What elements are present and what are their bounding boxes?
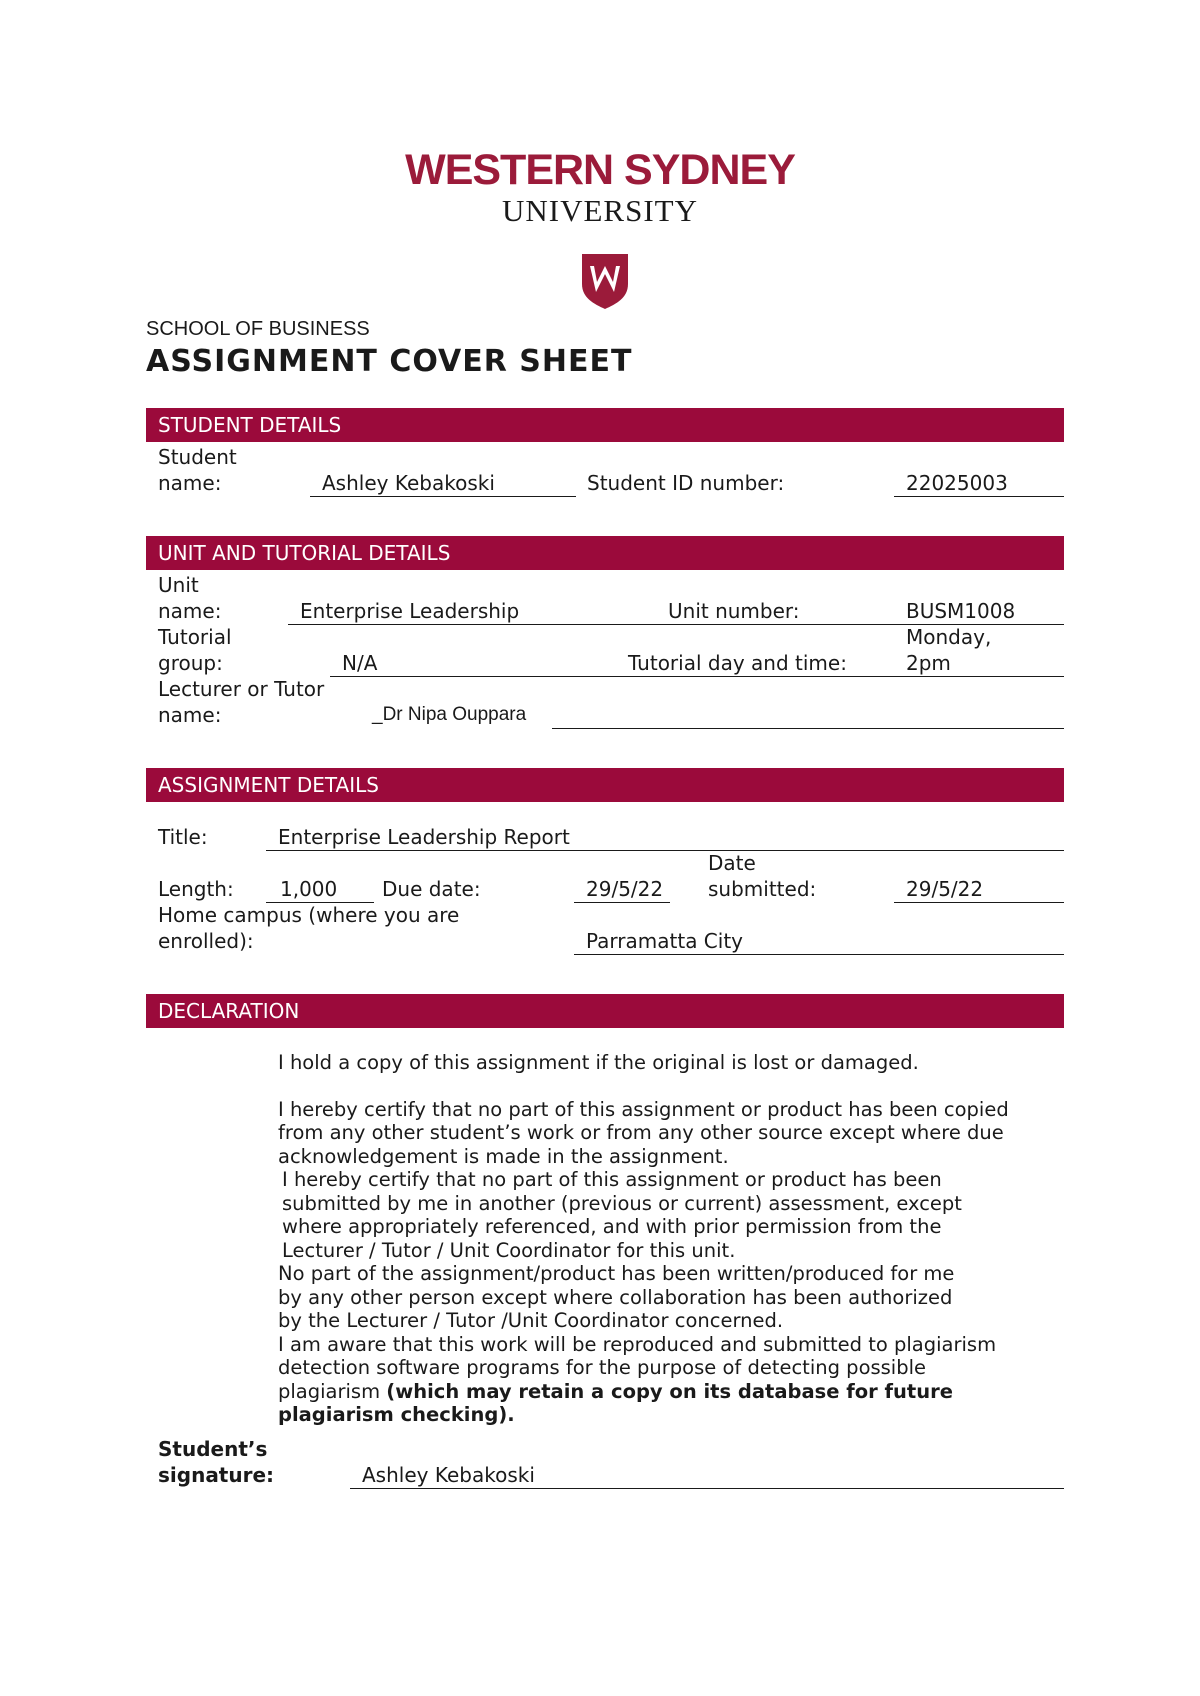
home-campus-value[interactable]: Parramatta City [586, 929, 744, 953]
unit-number-value[interactable]: BUSM1008 [906, 599, 1016, 623]
unit-name-label-line1: Unit [158, 573, 199, 597]
page-title: ASSIGNMENT COVER SHEET [146, 344, 633, 379]
home-campus-label-line1: Home campus (where you are [158, 903, 460, 927]
tutorial-daytime-value-line1[interactable]: Monday, [906, 625, 992, 649]
declaration-p4-line3: by the Lecturer / Tutor /Unit Coordinator concerned. [278, 1309, 784, 1332]
date-submitted-label-line2: submitted: [708, 877, 817, 901]
declaration-p5-line3 [278, 1380, 953, 1404]
declaration-p4-line1: No part of the assignment/product has been written/produced for me [278, 1262, 955, 1285]
date-submitted-underline [894, 902, 1064, 903]
declaration-p5-line3-plain: plagiarism [278, 1380, 387, 1403]
declaration-p3-line1: I hereby certify that no part of this assignment or product has been [282, 1168, 942, 1191]
declaration-p2-line3: acknowledgement is made in the assignment. [278, 1145, 729, 1168]
tutorial-group-label-line2: group: [158, 651, 223, 675]
declaration-p3-line3: where appropriately referenced, and with prior permission from the [282, 1215, 942, 1238]
assignment-title-value[interactable]: Enterprise Leadership Report [278, 825, 570, 849]
tutorial-group-underline [330, 676, 1064, 677]
declaration-p4-line2: by any other person except where collaboration has been authorized [278, 1286, 953, 1309]
section-header-unit-details: UNIT AND TUTORIAL DETAILS [146, 536, 1064, 570]
student-id-underline [894, 496, 1064, 497]
date-submitted-value[interactable]: 29/5/22 [906, 877, 984, 901]
declaration-p5-line4: plagiarism checking). [278, 1403, 515, 1426]
due-date-underline [574, 902, 670, 903]
length-label: Length: [158, 877, 234, 901]
student-name-label-line1: Student [158, 445, 237, 469]
length-value[interactable]: 1,000 [280, 877, 338, 901]
declaration-p2-line1: I hereby certify that no part of this assignment or product has been copied [278, 1098, 1009, 1121]
date-submitted-label-line1: Date [708, 851, 756, 875]
lecturer-name-label-line1: Lecturer or Tutor [158, 677, 325, 701]
section-header-assignment-details: ASSIGNMENT DETAILS [146, 768, 1064, 802]
home-campus-underline [574, 954, 1064, 955]
university-logo-wordmark: WESTERN SYDNEY [405, 146, 795, 194]
declaration-paragraph-1: I hold a copy of this assignment if the original is lost or damaged. [278, 1051, 919, 1074]
student-name-underline [310, 496, 576, 497]
assignment-title-underline [266, 850, 1064, 851]
lecturer-name-label-line2: name: [158, 703, 222, 727]
school-name: SCHOOL OF BUSINESS [146, 318, 370, 340]
declaration-p2-line2: from any other student’s work or from any other source except where due [278, 1121, 1004, 1144]
student-id-value[interactable]: 22025003 [906, 471, 1008, 495]
unit-name-label-line2: name: [158, 599, 222, 623]
due-date-value[interactable]: 29/5/22 [586, 877, 664, 901]
lecturer-name-underline [552, 728, 1064, 729]
tutorial-group-label-line1: Tutorial [158, 625, 232, 649]
declaration-p5-line1: I am aware that this work will be reproduced and submitted to plagiarism [278, 1333, 997, 1356]
student-id-label: Student ID number: [587, 471, 785, 495]
declaration-p3-line2: submitted by me in another (previous or current) assessment, except [282, 1192, 962, 1215]
tutorial-daytime-value-line2[interactable]: 2pm [906, 651, 951, 675]
signature-underline [350, 1488, 1064, 1489]
section-header-student-details: STUDENT DETAILS [146, 408, 1064, 442]
unit-name-value[interactable]: Enterprise Leadership [300, 599, 520, 623]
lecturer-name-value[interactable]: _Dr Nipa Ouppara [372, 704, 527, 725]
unit-number-label: Unit number: [668, 599, 800, 623]
declaration-p3-line4: Lecturer / Tutor / Unit Coordinator for this unit. [282, 1239, 736, 1262]
student-name-value[interactable]: Ashley Kebakoski [322, 471, 495, 495]
declaration-p5-line3-bold: (which may retain a copy on its database for future [386, 1380, 953, 1403]
university-shield-icon [580, 252, 630, 310]
tutorial-daytime-label: Tutorial day and time: [628, 651, 847, 675]
tutorial-group-value[interactable]: N/A [342, 651, 378, 675]
signature-label-line1: Student’s [158, 1437, 268, 1461]
home-campus-label-line2: enrolled): [158, 929, 254, 953]
signature-value[interactable]: Ashley Kebakoski [362, 1463, 535, 1487]
student-name-label-line2: name: [158, 471, 222, 495]
section-header-declaration: DECLARATION [146, 994, 1064, 1028]
declaration-p5-line2: detection software programs for the purpose of detecting possible [278, 1356, 927, 1379]
university-logo-subtitle: UNIVERSITY [502, 193, 698, 228]
assignment-title-label: Title: [158, 825, 208, 849]
signature-label-line2: signature: [158, 1463, 275, 1487]
due-date-label: Due date: [382, 877, 481, 901]
